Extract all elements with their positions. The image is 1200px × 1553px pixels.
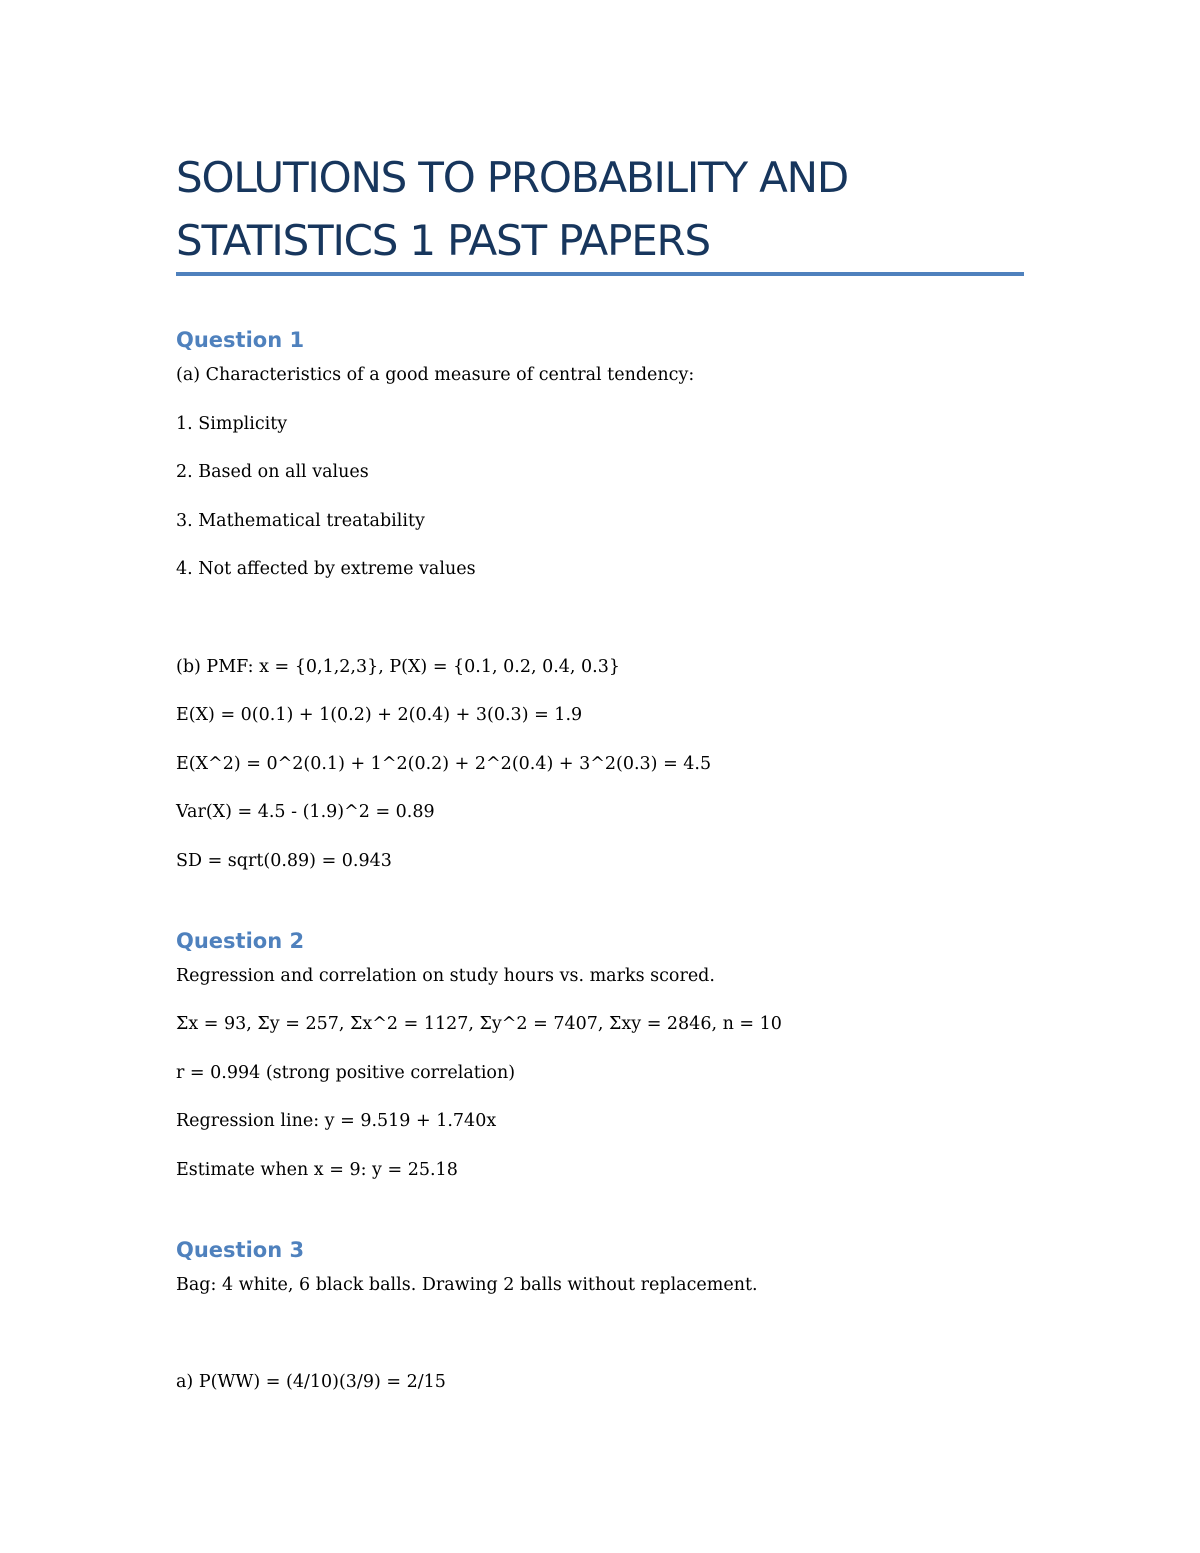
q2-sums: Σx = 93, Σy = 257, Σx^2 = 1127, Σy^2 = 7407, Σxy = 2846, n = 10 xyxy=(176,1014,782,1034)
q3-intro: Bag: 4 white, 6 black balls. Drawing 2 balls without replacement. xyxy=(176,1275,758,1295)
q1-item-1: 1. Simplicity xyxy=(176,414,288,434)
title-underline xyxy=(176,272,1024,276)
q1-item-2: 2. Based on all values xyxy=(176,462,369,482)
q1-item-4: 4. Not affected by extreme values xyxy=(176,559,476,579)
q2-intro: Regression and correlation on study hours vs. marks scored. xyxy=(176,966,715,986)
q2-correlation: r = 0.994 (strong positive correlation) xyxy=(176,1063,516,1083)
question-3-heading: Question 3 xyxy=(176,1238,305,1262)
q2-regression-line: Regression line: y = 9.519 + 1.740x xyxy=(176,1111,497,1131)
q1-variance: Var(X) = 4.5 - (1.9)^2 = 0.89 xyxy=(176,802,435,822)
q1-part-a: (a) Characteristics of a good measure of central tendency: xyxy=(176,365,695,385)
q1-expectation: E(X) = 0(0.1) + 1(0.2) + 2(0.4) + 3(0.3) = 1.9 xyxy=(176,705,583,725)
q3-part-a: a) P(WW) = (4/10)(3/9) = 2/15 xyxy=(176,1372,446,1392)
question-2-heading: Question 2 xyxy=(176,929,305,953)
document-title xyxy=(176,146,1036,272)
title-line-1: SOLUTIONS TO PROBABILITY AND xyxy=(176,153,849,202)
question-1-heading: Question 1 xyxy=(176,328,305,352)
q2-estimate: Estimate when x = 9: y = 25.18 xyxy=(176,1160,458,1180)
q1-part-b: (b) PMF: x = {0,1,2,3}, P(X) = {0.1, 0.2, 0.4, 0.3} xyxy=(176,657,621,677)
q1-standard-deviation: SD = sqrt(0.89) = 0.943 xyxy=(176,851,392,871)
q1-expectation-squared: E(X^2) = 0^2(0.1) + 1^2(0.2) + 2^2(0.4) + 3^2(0.3) = 4.5 xyxy=(176,754,712,774)
q1-item-3: 3. Mathematical treatability xyxy=(176,511,425,531)
title-line-2: STATISTICS 1 PAST PAPERS xyxy=(176,216,710,265)
